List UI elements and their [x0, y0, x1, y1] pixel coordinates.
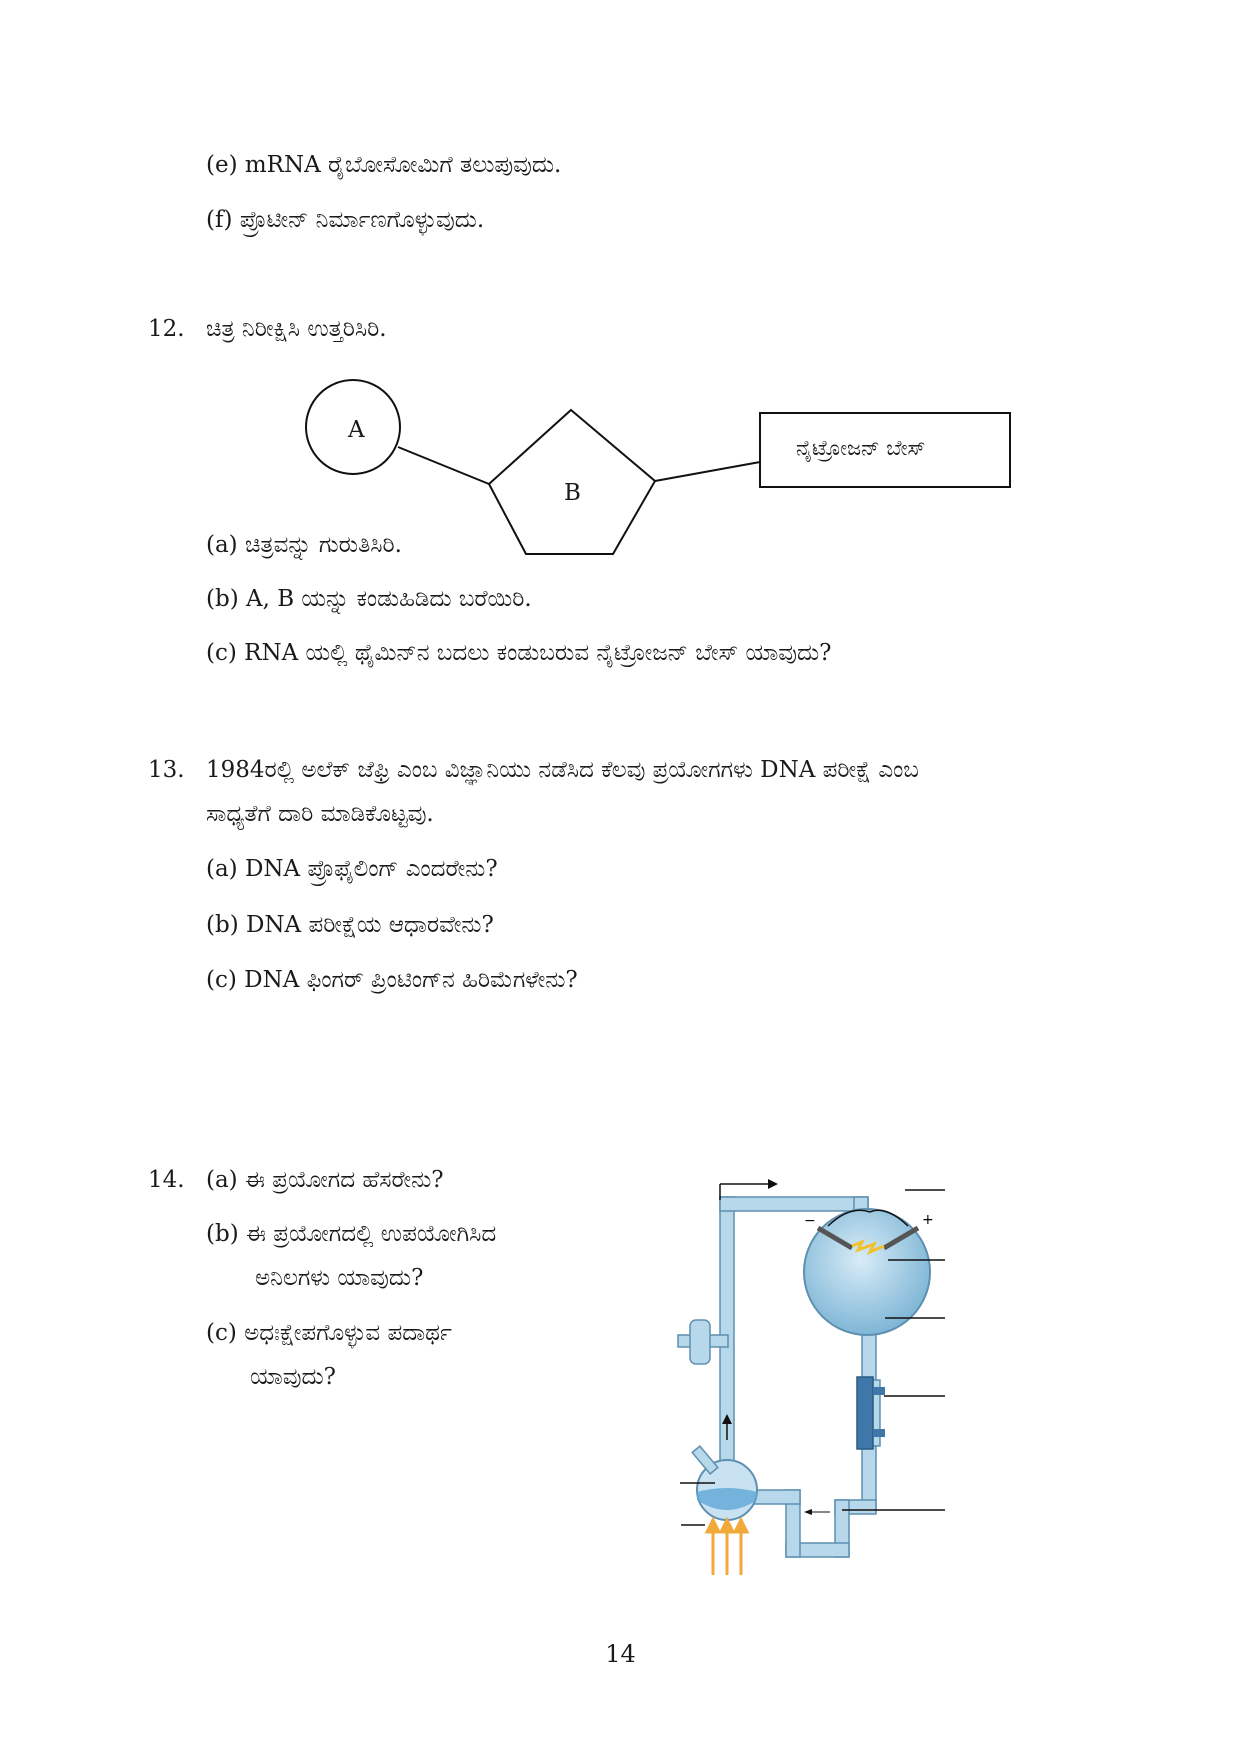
flow-arrow-top-icon: [768, 1179, 778, 1189]
condenser-outlet: [873, 1429, 885, 1437]
q12-number: 12.: [148, 316, 185, 342]
gas-flask: [804, 1209, 930, 1335]
stopcock-valve: [690, 1320, 710, 1364]
q14-option-b-line2: ಅನಿಲಗಳು ಯಾವುದು?: [255, 1265, 424, 1291]
pentagon-label-b: B: [564, 480, 581, 506]
minus-sign: −: [804, 1213, 816, 1229]
q13-number: 13.: [148, 757, 185, 783]
q12-option-c: (c) RNA ಯಲ್ಲಿ ಥೈಮಿನ್‌ನ ಬದಲು ಕಂಡುಬರುವ ನೈಟ್ರೋಜನ್ ಬೇಸ್ ಯಾವುದು?: [206, 640, 832, 666]
q13-option-b: (b) DNA ಪರೀಕ್ಷೆಯ ಆಧಾರವೇನು?: [206, 912, 494, 938]
q12-option-b: (b) A, B ಯನ್ನು ಕಂಡುಹಿಡಿದು ಬರೆಯಿರಿ.: [206, 586, 532, 612]
box-label-nitrogen-base: ನೈಟ್ರೋಜನ್ ಬೇಸ್: [796, 436, 926, 460]
q12-option-a: (a) ಚಿತ್ರವನ್ನು ಗುರುತಿಸಿರಿ.: [206, 532, 402, 558]
plus-sign: +: [922, 1212, 934, 1228]
q13-option-c: (c) DNA ಫಿಂಗರ್ ಪ್ರಿಂಟಿಂಗ್‌ನ ಹಿರಿಮೆಗಳೇನು?: [206, 967, 578, 993]
q12-prompt: ಚಿತ್ರ ನಿರೀಕ್ಷಿಸಿ ಉತ್ತರಿಸಿರಿ.: [206, 316, 387, 342]
q13-prompt-line1: 1984ರಲ್ಲಿ ಅಲೆಕ್ ಜೆಫ್ರಿ ಎಂಬ ವಿಜ್ಞಾನಿಯು ನಡೆಸಿದ ಕೆಲವು ಪ್ರಯೋಗಗಳು DNA ಪರೀಕ್ಷೆ ಎಂಬ: [206, 757, 919, 783]
q14-option-c-line1: (c) ಅಧಃಕ್ಷೇಪಗೊಳ್ಳುವ ಪದಾರ್ಥ: [206, 1320, 452, 1346]
q14-option-b-line1: (b) ಈ ಪ್ರಯೋಗದಲ್ಲಿ ಉಪಯೋಗಿಸಿದ: [206, 1221, 497, 1247]
q13-prompt-line2: ಸಾಧ್ಯತೆಗೆ ದಾರಿ ಮಾಡಿಕೊಟ್ಟವು.: [206, 801, 434, 827]
q11-option-e: (e) mRNA ರೈಬೋಸೋಮಿಗೆ ತಲುಪುವುದು.: [206, 152, 562, 178]
flow-arrow-left-icon: [804, 1509, 812, 1515]
condenser-inlet: [873, 1387, 885, 1395]
heat-arrows: [707, 1520, 747, 1575]
page-number: 14: [605, 1640, 636, 1668]
q11-option-f: (f) ಪ್ರೊಟೀನ್ ನಿರ್ಮಾಣಗೊಳ್ಳುವುದು.: [206, 207, 485, 233]
q14-option-c-line2: ಯಾವುದು?: [250, 1364, 337, 1390]
q14-option-a: (a) ಈ ಪ್ರಯೋಗದ ಹೆಸರೇನು?: [206, 1167, 444, 1193]
circle-label-a: A: [348, 417, 365, 443]
condenser-jacket: [857, 1377, 873, 1449]
q14-number: 14.: [148, 1167, 185, 1193]
bottom-connector-tube: [754, 1490, 800, 1504]
top-horizontal-tube: [720, 1197, 868, 1211]
q13-option-a: (a) DNA ಪ್ರೊಫೈಲಿಂಗ್ ಎಂದರೇನು?: [206, 856, 498, 882]
